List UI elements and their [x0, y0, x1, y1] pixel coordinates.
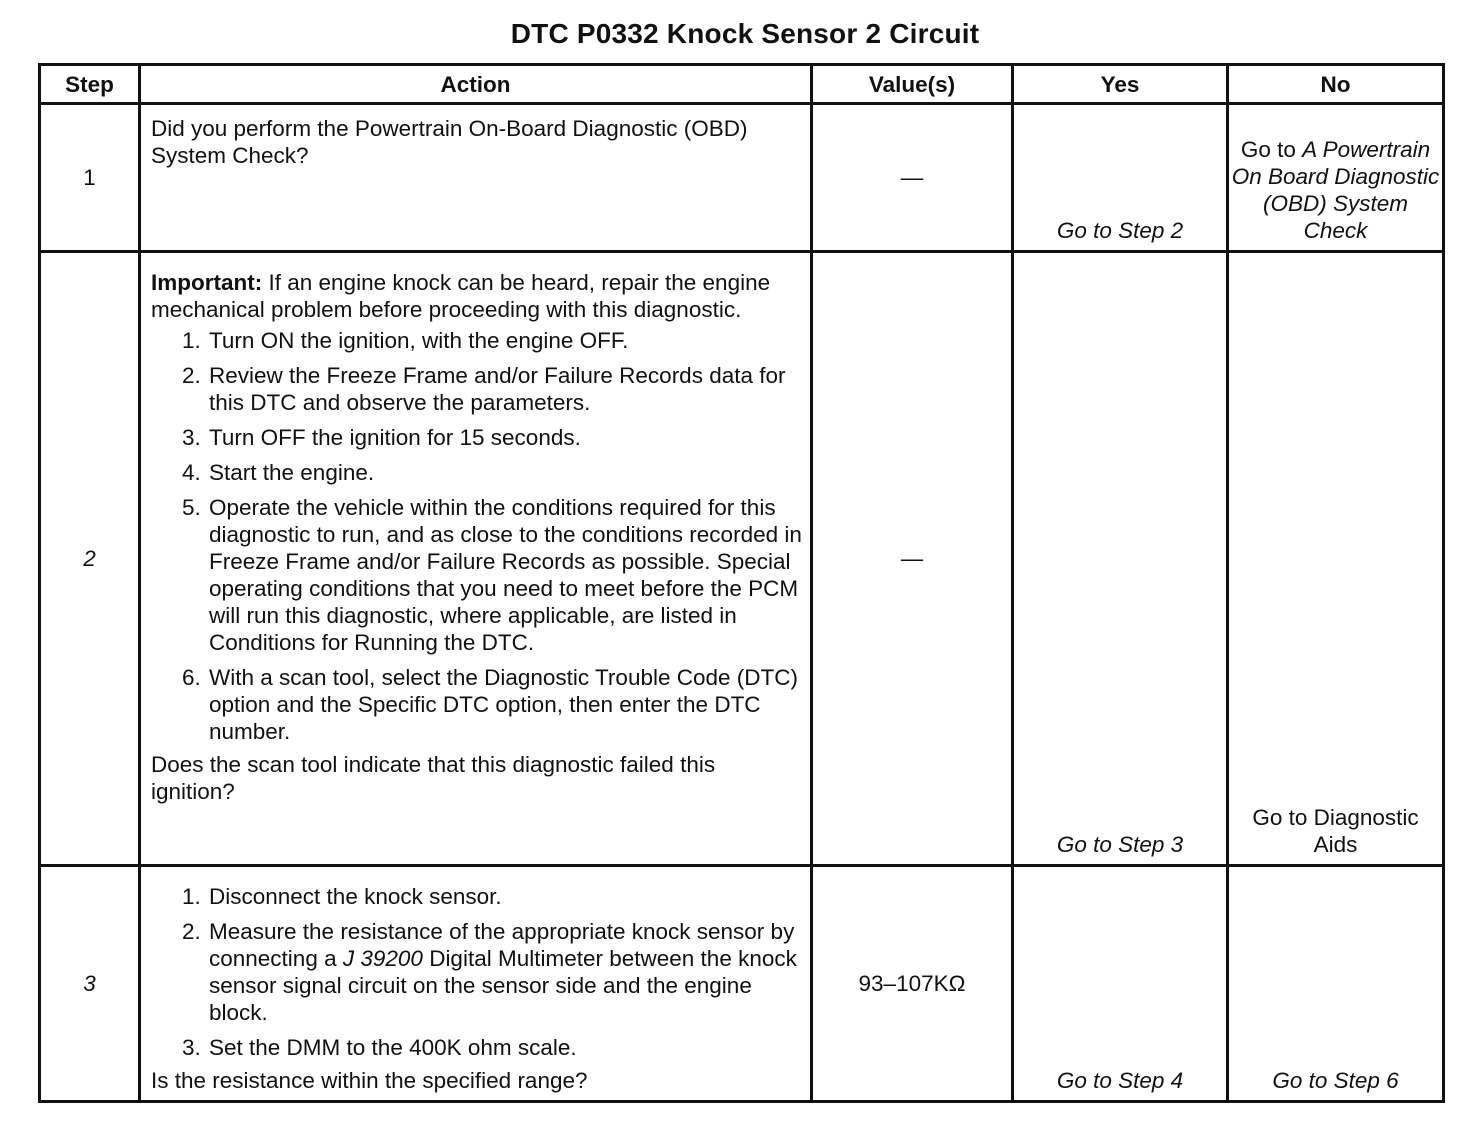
table-row: [40, 866, 1444, 1102]
no-cell: Go to Diagnostic Aids: [1228, 252, 1444, 866]
header-step: Step: [40, 65, 140, 104]
procedure-list: [151, 883, 802, 1061]
header-action: Action: [140, 65, 812, 104]
list-item: 5. Operate the vehicle within the conditions required for this diagnostic to run, and as close to the conditions recorded in Freeze Frame and/or Failure Records as possible. Special operating conditions that you need to meet before the PCM will run this diagnostic, where applicable, are listed in Conditions for Running the DTC.: [207, 494, 802, 656]
action-question: Did you perform the Powertrain On-Board Diagnostic (OBD) System Check?: [151, 116, 748, 168]
action-question: Does the scan tool indicate that this diagnostic failed this ignition?: [151, 752, 716, 804]
procedure-list: [151, 327, 802, 745]
action-cell: [140, 252, 812, 866]
list-item: 4. Start the engine.: [207, 459, 802, 486]
list-item: 1. Turn ON the ignition, with the engine OFF.: [207, 327, 802, 354]
value-cell: —: [812, 252, 1013, 866]
header-yes: Yes: [1013, 65, 1228, 104]
action-question: Is the resistance within the specified range?: [151, 1068, 588, 1093]
action-cell: [140, 866, 812, 1102]
list-item: 6. With a scan tool, select the Diagnostic Trouble Code (DTC) option and the Specific DTC option, then enter the DTC number.: [207, 664, 802, 745]
header-row: [40, 65, 1444, 104]
step2-text-before: Measure the resistance of the appropriate knock sensor by connecting a: [209, 919, 795, 971]
diagnostic-table: [38, 63, 1445, 1103]
important-note: [151, 269, 802, 323]
action-cell: [140, 104, 812, 252]
step-number: 2: [40, 252, 140, 866]
no-cell: [1228, 104, 1444, 252]
no-prefix: Go to: [1240, 137, 1303, 162]
tool-reference: J 39200: [342, 946, 423, 971]
table-row: [40, 252, 1444, 866]
list-item: 3. Set the DMM to the 400K ohm scale.: [207, 1034, 802, 1061]
important-text: If an engine knock can be heard, repair the engine mechanical problem before proceeding with this diagnostic.: [151, 270, 771, 322]
no-reference: A Powertrain On Board Diagnostic (OBD) System Check: [1231, 137, 1440, 243]
no-cell: Go to Step 6: [1228, 866, 1444, 1102]
header-no: No: [1228, 65, 1444, 104]
table-row: [40, 104, 1444, 252]
yes-cell: Go to Step 4: [1013, 866, 1228, 1102]
yes-cell: Go to Step 2: [1013, 104, 1228, 252]
list-item: 3. Turn OFF the ignition for 15 seconds.: [207, 424, 802, 451]
list-item: [207, 918, 802, 1026]
value-cell: 93–107KΩ: [812, 866, 1013, 1102]
step-number: 1: [40, 104, 140, 252]
list-item: 2. Review the Freeze Frame and/or Failure Records data for this DTC and observe the parameters.: [207, 362, 802, 416]
header-values: Value(s): [812, 65, 1013, 104]
yes-cell: Go to Step 3: [1013, 252, 1228, 866]
step2-text-after: Digital Multimeter between the knock sensor signal circuit on the sensor side and the engine block.: [209, 946, 797, 1025]
document-title: DTC P0332 Knock Sensor 2 Circuit: [510, 18, 980, 49]
important-label: Important:: [151, 270, 263, 295]
value-cell: —: [812, 104, 1013, 252]
list-item: 1. Disconnect the knock sensor.: [207, 883, 802, 910]
step-number: 3: [40, 866, 140, 1102]
